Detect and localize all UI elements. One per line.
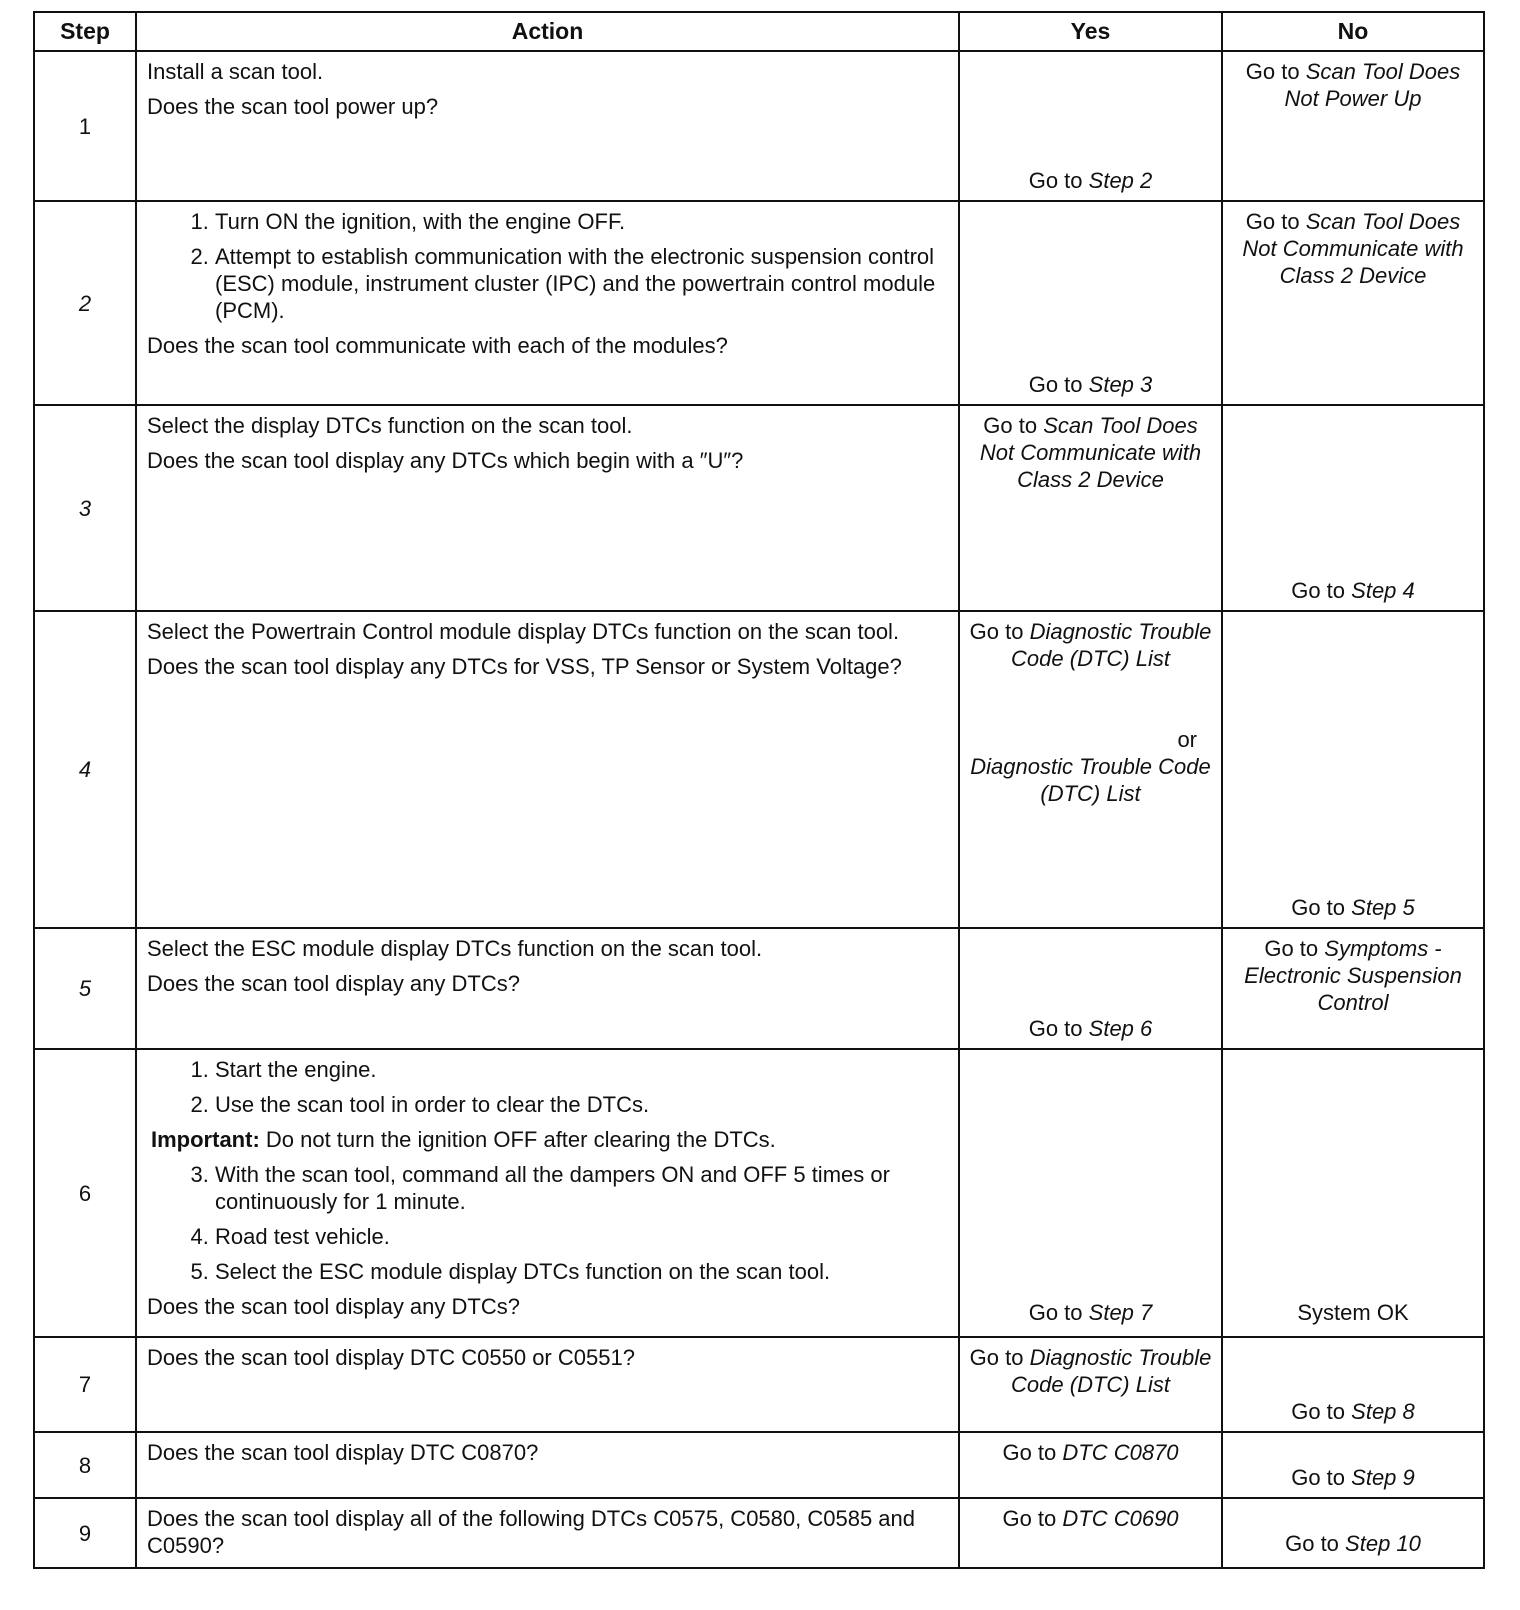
yes-link[interactable]: Step 6 bbox=[1088, 1016, 1153, 1041]
table-row bbox=[34, 1498, 1484, 1568]
header-no: No bbox=[1222, 12, 1484, 51]
question-text: Does the scan tool display any DTCs for VSS, TP Sensor or System Voltage? bbox=[147, 654, 902, 679]
header-yes: Yes bbox=[959, 12, 1222, 51]
action-cell bbox=[136, 201, 959, 405]
system-ok-text: System OK bbox=[1297, 1300, 1409, 1325]
action-cell bbox=[136, 51, 959, 201]
yes-cell: Go to Diagnostic Trouble Code (DTC) List or Diagnostic Trouble Code (DTC) List bbox=[959, 611, 1222, 928]
table-row bbox=[34, 1049, 1484, 1337]
question-text: Does the scan tool communicate with each of the modules? bbox=[147, 333, 728, 358]
question-text: Does the scan tool display DTC C0550 or C0551? bbox=[147, 1345, 635, 1370]
action-cell bbox=[136, 611, 959, 928]
list-item: 3. With the scan tool, command all the dampers ON and OFF 5 times or continuously for 1 minute. bbox=[215, 1161, 948, 1215]
question-text: Does the scan tool display any DTCs which begin with a ″U″? bbox=[147, 448, 744, 473]
table-row bbox=[34, 201, 1484, 405]
important-note: Important: Do not turn the ignition OFF after clearing the DTCs. bbox=[151, 1127, 776, 1152]
yes-cell: Go to Diagnostic Trouble Code (DTC) List bbox=[959, 1337, 1222, 1432]
yes-cell: Go to Step 6 bbox=[959, 928, 1222, 1049]
header-row bbox=[34, 12, 1484, 51]
yes-cell: Go to Step 3 bbox=[959, 201, 1222, 405]
step-number: 2 bbox=[34, 201, 136, 405]
yes-cell: Go to DTC C0690 bbox=[959, 1498, 1222, 1568]
no-cell: Go to Symptoms - Electronic Suspension Control bbox=[1222, 928, 1484, 1049]
no-link[interactable]: Step 4 bbox=[1351, 578, 1415, 603]
yes-link[interactable]: Step 3 bbox=[1088, 372, 1153, 397]
yes-cell: Go to DTC C0870 bbox=[959, 1432, 1222, 1498]
yes-cell: Go to Step 2 bbox=[959, 51, 1222, 201]
no-link[interactable]: Step 10 bbox=[1345, 1531, 1421, 1556]
yes-cell: Go to Step 7 bbox=[959, 1049, 1222, 1337]
step-number: 6 bbox=[34, 1049, 136, 1337]
action-cell bbox=[136, 1498, 959, 1568]
question-text: Does the scan tool display all of the following DTCs C0575, C0580, C0585 and C0590? bbox=[147, 1506, 916, 1558]
table-row bbox=[34, 928, 1484, 1049]
no-cell bbox=[1222, 1049, 1484, 1337]
yes-link[interactable]: Scan Tool Does Not Communicate with Class 2 Device bbox=[979, 413, 1202, 492]
action-cell bbox=[136, 1049, 959, 1337]
no-cell: Go to Step 4 bbox=[1222, 405, 1484, 611]
table-row bbox=[34, 1337, 1484, 1432]
question-text: Does the scan tool power up? bbox=[147, 94, 439, 119]
no-cell: Go to Step 9 bbox=[1222, 1432, 1484, 1498]
action-text: Select the ESC module display DTCs function on the scan tool. bbox=[147, 936, 763, 961]
yes-link[interactable]: DTC C0690 bbox=[1062, 1506, 1179, 1531]
header-action: Action bbox=[136, 12, 959, 51]
no-cell: Go to Scan Tool Does Not Power Up bbox=[1222, 51, 1484, 201]
no-link[interactable]: Scan Tool Does Not Communicate with Class 2 Device bbox=[1242, 209, 1464, 288]
table-row bbox=[34, 611, 1484, 928]
table-row bbox=[34, 405, 1484, 611]
yes-link[interactable]: Diagnostic Trouble Code (DTC) List bbox=[1011, 1345, 1212, 1397]
yes-link[interactable]: DTC C0870 bbox=[1062, 1440, 1179, 1465]
step-number: 1 bbox=[34, 51, 136, 201]
action-text: Select the Powertrain Control module display DTCs function on the scan tool. bbox=[147, 619, 900, 644]
list-item: 5. Select the ESC module display DTCs function on the scan tool. bbox=[215, 1258, 948, 1285]
yes-link[interactable]: Step 2 bbox=[1088, 168, 1153, 193]
no-cell: Go to Step 5 bbox=[1222, 611, 1484, 928]
step-number: 9 bbox=[34, 1498, 136, 1568]
question-text: Does the scan tool display any DTCs? bbox=[147, 1294, 520, 1319]
step-number: 8 bbox=[34, 1432, 136, 1498]
no-cell: Go to Step 10 bbox=[1222, 1498, 1484, 1568]
list-item: 2. Attempt to establish communication with the electronic suspension control (ESC) module, instrument cluster (IPC) and the powertrain control module (PCM). bbox=[215, 243, 948, 324]
action-cell bbox=[136, 1432, 959, 1498]
diagnostic-table bbox=[33, 11, 1485, 1569]
no-link[interactable]: Step 8 bbox=[1351, 1399, 1415, 1424]
or-text: or bbox=[1177, 727, 1197, 752]
step-number: 3 bbox=[34, 405, 136, 611]
yes-link-alt[interactable]: Diagnostic Trouble Code (DTC) List bbox=[970, 754, 1211, 806]
no-link[interactable]: Step 9 bbox=[1351, 1465, 1415, 1490]
table-row bbox=[34, 1432, 1484, 1498]
question-text: Does the scan tool display DTC C0870? bbox=[147, 1440, 539, 1465]
action-cell bbox=[136, 928, 959, 1049]
no-link[interactable]: Symptoms - Electronic Suspension Control bbox=[1244, 936, 1462, 1015]
no-cell: Go to Scan Tool Does Not Communicate with Class 2 Device bbox=[1222, 201, 1484, 405]
list-item: 2. Use the scan tool in order to clear the DTCs. bbox=[215, 1091, 948, 1118]
yes-link[interactable]: Step 7 bbox=[1088, 1300, 1153, 1325]
step-number: 5 bbox=[34, 928, 136, 1049]
table-row bbox=[34, 51, 1484, 201]
no-link[interactable]: Scan Tool Does Not Power Up bbox=[1284, 59, 1461, 111]
action-text: Install a scan tool. bbox=[147, 59, 324, 84]
action-text: Select the display DTCs function on the scan tool. bbox=[147, 413, 633, 438]
no-link[interactable]: Step 5 bbox=[1351, 895, 1415, 920]
list-item: 1. Start the engine. bbox=[215, 1056, 948, 1083]
action-cell bbox=[136, 405, 959, 611]
list-item: 4. Road test vehicle. bbox=[215, 1223, 948, 1250]
list-item: 1. Turn ON the ignition, with the engine OFF. bbox=[215, 208, 948, 235]
no-cell: Go to Step 8 bbox=[1222, 1337, 1484, 1432]
step-number: 7 bbox=[34, 1337, 136, 1432]
yes-link[interactable]: Diagnostic Trouble Code (DTC) List bbox=[1011, 619, 1212, 671]
action-cell bbox=[136, 1337, 959, 1432]
question-text: Does the scan tool display any DTCs? bbox=[147, 971, 520, 996]
header-step: Step bbox=[34, 12, 136, 51]
step-number: 4 bbox=[34, 611, 136, 928]
yes-cell: Go to Scan Tool Does Not Communicate with Class 2 Device bbox=[959, 405, 1222, 611]
